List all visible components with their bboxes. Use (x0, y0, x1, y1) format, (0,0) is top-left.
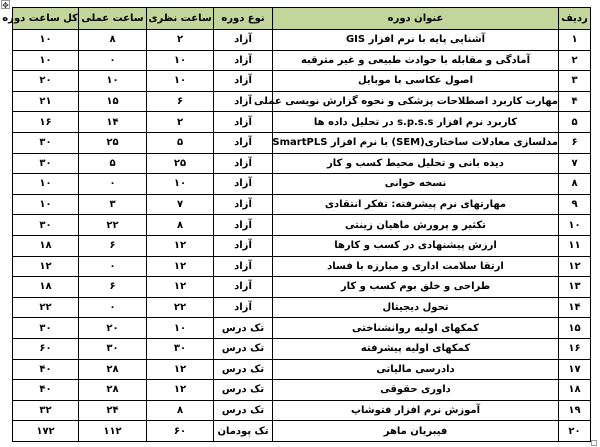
cell-row-number: ۱۷ (559, 359, 591, 380)
cell-theory-hours: ۸ (147, 215, 214, 236)
cell-course-title: داوری حقوقی (273, 380, 559, 401)
cell-practice-hours: ۳۰ (79, 338, 147, 359)
cell-theory-hours: ۱۰ (147, 71, 214, 92)
cell-course-title: ارتقا سلامت اداری و مبارزه با فساد (273, 256, 559, 277)
cell-course-title: تکثیر و پرورش ماهیان زینتی (273, 215, 559, 236)
cell-course-title: مهارتهای نرم پیشرفته: تفکر انتقادی (273, 194, 559, 215)
table-row (13, 421, 591, 442)
cell-theory-hours: ۲۲ (147, 297, 214, 318)
cell-course-title: کمکهای اولیه روانشناختی (273, 318, 559, 339)
cell-row-number: ۱۱ (559, 235, 591, 256)
header-row-number: ردیف (559, 8, 591, 30)
cell-total-hours: ۲۲ (13, 297, 79, 318)
cell-practice-hours: ۰ (79, 50, 147, 71)
cell-practice-hours: ۲۴ (79, 400, 147, 421)
table-row (13, 277, 591, 298)
cell-row-number: ۱۰ (559, 215, 591, 236)
cell-theory-hours: ۱۲ (147, 256, 214, 277)
cell-course-type: آزاد (214, 91, 273, 112)
header-total-hours: کل ساعت دوره (13, 8, 79, 30)
cell-theory-hours: ۲۵ (147, 153, 214, 174)
cell-row-number: ۵ (559, 112, 591, 133)
cell-row-number: ۴ (559, 91, 591, 112)
table-move-handle-icon[interactable]: ✥ (2, 1, 9, 10)
table-row (13, 112, 591, 133)
cell-total-hours: ۲۰ (13, 71, 79, 92)
cell-practice-hours: ۰ (79, 256, 147, 277)
cell-course-title: کاربرد نرم افزار s.p.s.s در تحلیل داده ها (273, 112, 559, 133)
cell-course-type: تک درس (214, 338, 273, 359)
cell-row-number: ۱۵ (559, 318, 591, 339)
cell-row-number: ۶ (559, 132, 591, 153)
cell-course-type: آزاد (214, 256, 273, 277)
table-row (13, 359, 591, 380)
cell-theory-hours: ۵ (147, 132, 214, 153)
cell-row-number: ۱۶ (559, 338, 591, 359)
cell-theory-hours: ۶ (147, 91, 214, 112)
cell-course-title: دیده بانی و تحلیل محیط کسب و کار (273, 153, 559, 174)
cell-course-type: آزاد (214, 50, 273, 71)
cell-theory-hours: ۱۰ (147, 50, 214, 71)
cell-row-number: ۱۳ (559, 277, 591, 298)
cell-practice-hours: ۱۴ (79, 112, 147, 133)
cell-total-hours: ۱۰ (13, 174, 79, 195)
cell-course-type: آزاد (214, 277, 273, 298)
cell-course-title: ارزش پیشنهادی در کسب و کارها (273, 235, 559, 256)
cell-theory-hours: ۱۲ (147, 359, 214, 380)
cell-course-type: آزاد (214, 153, 273, 174)
table-row (13, 132, 591, 153)
table-row (13, 153, 591, 174)
table-row (13, 30, 591, 51)
cell-total-hours: ۴۰ (13, 380, 79, 401)
cell-total-hours: ۱۸ (13, 277, 79, 298)
cell-course-type: آزاد (214, 112, 273, 133)
cell-course-title: آموزش نرم افزار فتوشاپ (273, 400, 559, 421)
cell-row-number: ۸ (559, 174, 591, 195)
cell-course-title: طراحی و خلق بوم کسب و کار (273, 277, 559, 298)
table-row (13, 318, 591, 339)
cell-row-number: ۱۴ (559, 297, 591, 318)
cell-course-title: اصول عکاسی با موبایل (273, 71, 559, 92)
table-row (13, 338, 591, 359)
cell-practice-hours: ۵ (79, 153, 147, 174)
cell-row-number: ۱۹ (559, 400, 591, 421)
cell-practice-hours: ۰ (79, 297, 147, 318)
header-theory-hours: ساعت نظری (147, 8, 214, 30)
cell-theory-hours: ۱۲ (147, 277, 214, 298)
cell-row-number: ۱۲ (559, 256, 591, 277)
cell-theory-hours: ۱۰ (147, 174, 214, 195)
cell-total-hours: ۳۰ (13, 132, 79, 153)
header-practice-hours: ساعت عملی (79, 8, 147, 30)
cell-course-type: آزاد (214, 132, 273, 153)
cell-course-type: آزاد (214, 30, 273, 51)
table-row (13, 91, 591, 112)
table-row (13, 215, 591, 236)
cell-practice-hours: ۶ (79, 235, 147, 256)
table-row (13, 194, 591, 215)
cell-practice-hours: ۲۸ (79, 359, 147, 380)
cell-row-number: ۷ (559, 153, 591, 174)
cell-course-title: فیبریان ماهر (273, 421, 559, 442)
cell-practice-hours: ۱۵ (79, 91, 147, 112)
cell-practice-hours: ۲۵ (79, 132, 147, 153)
cell-theory-hours: ۱۲ (147, 235, 214, 256)
table-row (13, 400, 591, 421)
cell-course-type: آزاد (214, 215, 273, 236)
cell-total-hours: ۱۸ (13, 235, 79, 256)
cell-practice-hours: ۶ (79, 277, 147, 298)
cell-total-hours: ۳۰ (13, 318, 79, 339)
cell-row-number: ۲۰ (559, 421, 591, 442)
table-row (13, 71, 591, 92)
cell-course-type: تک درس (214, 400, 273, 421)
cell-row-number: ۳ (559, 71, 591, 92)
cell-practice-hours: ۲۲ (79, 215, 147, 236)
table-resize-handle-icon[interactable] (591, 440, 597, 446)
cell-course-title: دادرسی مالیاتی (273, 359, 559, 380)
cell-total-hours: ۱۰ (13, 194, 79, 215)
cell-course-type: آزاد (214, 297, 273, 318)
cell-total-hours: ۱۷۲ (13, 421, 79, 442)
cell-course-title: نسخه خوانی (273, 174, 559, 195)
cell-total-hours: ۱۰ (13, 30, 79, 51)
cell-total-hours: ۲۱ (13, 91, 79, 112)
cell-course-type: تک درس (214, 380, 273, 401)
cell-row-number: ۱ (559, 30, 591, 51)
cell-practice-hours: ۲۰ (79, 318, 147, 339)
table-row (13, 297, 591, 318)
table-row (13, 380, 591, 401)
cell-course-type: آزاد (214, 235, 273, 256)
cell-course-type: آزاد (214, 194, 273, 215)
cell-course-title: کمکهای اولیه پیشرفته (273, 338, 559, 359)
cell-theory-hours: ۳۰ (147, 338, 214, 359)
cell-practice-hours: ۸ (79, 30, 147, 51)
cell-total-hours: ۱۶ (13, 112, 79, 133)
cell-practice-hours: ۲۸ (79, 380, 147, 401)
cell-course-type: آزاد (214, 174, 273, 195)
cell-total-hours: ۳۰ (13, 215, 79, 236)
cell-row-number: ۹ (559, 194, 591, 215)
table-row (13, 235, 591, 256)
cell-row-number: ۲ (559, 50, 591, 71)
header-course-title: عنوان دوره (273, 8, 559, 30)
cell-theory-hours: ۶۰ (147, 421, 214, 442)
cell-practice-hours: ۱۰ (79, 71, 147, 92)
cell-total-hours: ۱۰ (13, 50, 79, 71)
cell-row-number: ۱۸ (559, 380, 591, 401)
cell-course-type: تک درس (214, 318, 273, 339)
cell-course-type: تک پودمان (214, 421, 273, 442)
table-row (13, 174, 591, 195)
header-course-type: نوع دوره (214, 8, 273, 30)
cell-total-hours: ۳۰ (13, 153, 79, 174)
table-row (13, 256, 591, 277)
cell-theory-hours: ۲ (147, 30, 214, 51)
cell-course-title: آمادگی و مقابله با حوادث طبیعی و غیر مترقبه (273, 50, 559, 71)
cell-practice-hours: ۳ (79, 194, 147, 215)
cell-practice-hours: ۰ (79, 174, 147, 195)
cell-total-hours: ۴۰ (13, 359, 79, 380)
cell-course-title: مدلسازی معادلات ساختاری(SEM) با نرم افزار SmartPLS (273, 132, 559, 153)
cell-total-hours: ۱۲ (13, 256, 79, 277)
cell-course-type: آزاد (214, 71, 273, 92)
courses-table (2, 7, 591, 442)
cell-theory-hours: ۷ (147, 194, 214, 215)
cell-course-title: تحول دیجیتال (273, 297, 559, 318)
cell-theory-hours: ۲ (147, 112, 214, 133)
cell-theory-hours: ۱۲ (147, 380, 214, 401)
cell-total-hours: ۶۰ (13, 338, 79, 359)
cell-theory-hours: ۱۰ (147, 318, 214, 339)
table-row (13, 50, 591, 71)
cell-practice-hours: ۱۱۲ (79, 421, 147, 442)
table-header-row (13, 8, 591, 30)
cell-total-hours: ۳۲ (13, 400, 79, 421)
cell-theory-hours: ۸ (147, 400, 214, 421)
cell-course-title: آشنایی پایه با نرم افزار GIS (273, 30, 559, 51)
cell-course-title: مهارت کاربرد اصطلاحات پزشکی و نحوه گزارش نویسی عملی (273, 91, 559, 112)
cell-course-type: تک درس (214, 359, 273, 380)
